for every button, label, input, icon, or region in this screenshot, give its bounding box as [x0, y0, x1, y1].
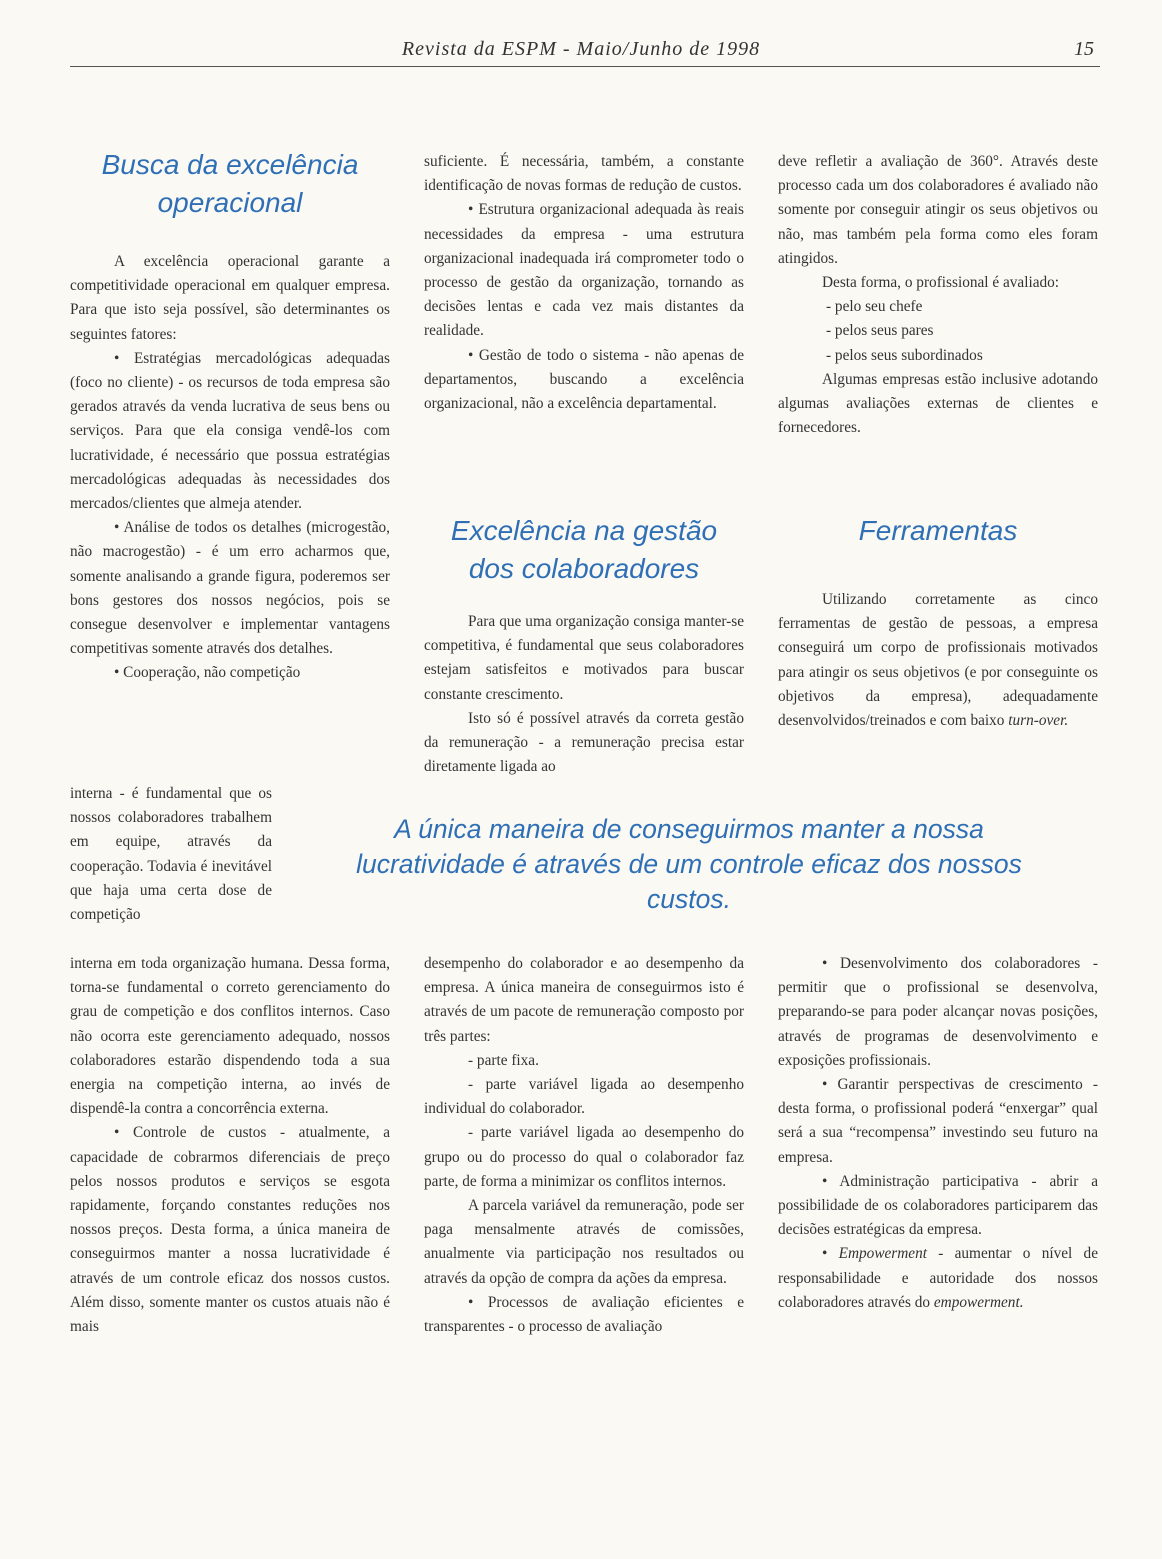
paragraph: interna em toda organização humana. Dessa forma, torna-se fundamental o correto gerenciamento do grau de competição e dos conflitos internos. Caso não ocorra este gerenciamento adequado, nossos colaboradores estarão dispendendo toda a sua energia na competição interna, ao invés de dispendê-la contra a concorrência externa. [70, 955, 390, 1118]
bullet-paragraph: • Administração participativa - abrir a possibilidade de os colaboradores participarem das decisões estratégicas da empresa. [778, 1172, 1098, 1239]
heading-line: Excelência na gestão [450, 515, 718, 546]
paragraph [778, 588, 1098, 733]
column-2-lower [424, 952, 744, 1339]
list-item: - parte variável ligada ao desempenho individual do colaborador. [424, 1076, 744, 1118]
paragraph: A parcela variável da remuneração, pode ser paga mensalmente através de comissões, anualmente via participação nos resultados ou através da opção de compra da ações da empresa. [424, 1197, 744, 1287]
list-item: - pelo seu chefe [826, 298, 923, 316]
pull-quote [318, 812, 1060, 917]
header-rule [70, 66, 1100, 67]
paragraph: Desta forma, o profissional é avaliado: [822, 274, 1060, 292]
column-3-middle [778, 588, 1098, 733]
paragraph: interna - é fundamental que os nossos colaboradores trabalhem em equipe, através da cooperação. Todavia é inevitável que haja uma certa dose de competição [70, 785, 272, 924]
column-2-middle [424, 610, 744, 779]
bullet-paragraph: • Estrutura organizacional adequada às reais necessidades da empresa - uma estrutura organizacional inadequada irá comprometer todo o processo de gestão da organização, tornando as decisões lentas e cada vez mais distantes da realidade. [424, 201, 744, 340]
paragraph: A excelência operacional garante a competitividade operacional em qualquer empresa. Para que isto seja possível, são determinantes os seguintes fatores: [70, 253, 390, 343]
column-3-lower [778, 952, 1098, 1315]
paragraph-text: - aumentar o nível de responsabilidade e autoridade dos nossos colaboradores através do [778, 1245, 1098, 1311]
paragraph: deve refletir a avaliação de 360°. Através deste processo cada um dos colaboradores é avaliado não somente por conseguir atingir os seus objetivos ou não, mas também pela forma como eles foram atingidos. [778, 153, 1098, 267]
bullet-paragraph: • Controle de custos - atualmente, a capacidade de cobrarmos diferenciais de preço pelos nossos produtos e serviços se esgota rapidamente, forçando constantes reduções nos nossos preços. Desta forma, a única maneira de conseguirmos manter a nossa lucratividade é através de um controle eficaz dos nossos custos. Além disso, somente manter os custos atuais não é mais [70, 1124, 390, 1336]
bullet-paragraph: • Processos de avaliação eficientes e transparentes - o processo de avaliação [424, 1293, 744, 1336]
term-empowerment: empowerment. [933, 1293, 1024, 1311]
section-heading-busca-excelencia [70, 146, 390, 222]
bullet-mark: • [822, 1245, 839, 1263]
term-empowerment: Empowerment [838, 1245, 927, 1263]
list-item: - pelos seus subordinados [826, 346, 983, 364]
bullet-paragraph: • Análise de todos os detalhes (microgestão, não macrogestão) - é um erro acharmos que, somente analisando a grande figura, poderemos ser bons gestores dos nossos negócios, pois se consegue desenvolver e implementar vantagens competitivas somente através dos detalhes. [70, 519, 390, 658]
list-item: - parte fixa. [468, 1051, 539, 1069]
heading-line: Busca da excelência [101, 149, 359, 180]
column-1-upper [70, 250, 390, 686]
heading-line: dos colaboradores [468, 553, 700, 584]
column-3-upper [778, 150, 1098, 440]
heading-line: operacional [157, 187, 303, 218]
column-2-upper [424, 150, 744, 416]
bullet-paragraph: • Gestão de todo o sistema - não apenas de departamentos, buscando a excelência organizacional, não a excelência departamental. [424, 346, 744, 413]
paragraph: Isto só é possível através da correta gestão da remuneração - a remuneração precisa estar diretamente ligada ao [424, 709, 744, 776]
paragraph: Algumas empresas estão inclusive adotando algumas avaliações externas de clientes e fornecedores. [778, 370, 1098, 437]
bullet-paragraph: • Estratégias mercadológicas adequadas (foco no cliente) - os recursos de toda empresa são gerados através da venda lucrativa de seus bens ou serviços. Para que ela consiga vendê-los com lucratividade, é necessário que possua estratégias mercadológicas adequadas às necessidades dos mercados/clientes que almeja atender. [70, 349, 390, 513]
term-turn-over: turn-over. [1008, 712, 1069, 730]
paragraph: suficiente. É necessária, também, a constante identificação de novas formas de redução de custos. [424, 153, 744, 195]
bullet-paragraph: • Desenvolvimento dos colaboradores - permitir que o profissional se desenvolva, preparando-se para poder alcançar novas posições, através de programas de desenvolvimento e exposições profissionais. [778, 955, 1098, 1069]
bullet-paragraph: • Garantir perspectivas de crescimento - desta forma, o profissional poderá “enxergar” qual será a sua “recompensa” investindo seu futuro na empresa. [778, 1076, 1098, 1166]
paragraph: Para que uma organização consiga manter-se competitiva, é fundamental que seus colaboradores estejam satisfeitos e motivados para buscar constante crescimento. [424, 613, 744, 703]
pull-quote-line: A única maneira de conseguirmos manter a nossa [394, 814, 984, 844]
paragraph-text: Utilizando corretamente as cinco ferramentas de gestão de pessoas, a empresa conseguirá um corpo de profissionais motivados para atingir os seus objetivos (e por conseguinte os objetivos da empresa), adequadamente desenvolvidos/treinados e com baixo [778, 591, 1098, 730]
heading-line: Ferramentas [858, 515, 1018, 546]
section-heading-gestao-colaboradores [424, 512, 744, 588]
bullet-paragraph [778, 1242, 1098, 1315]
column-1-wrap-narrow [70, 782, 272, 927]
running-header-title: Revista da ESPM - Maio/Junho de 1998 [401, 38, 761, 60]
pull-quote-line: custos. [647, 884, 731, 914]
bullet-paragraph: • Cooperação, não competição [114, 664, 301, 682]
paragraph: desempenho do colaborador e ao desempenho da empresa. A única maneira de conseguirmos isto é através de um pacote de remuneração composto por três partes: [424, 955, 744, 1045]
page-number: 15 [1074, 38, 1094, 60]
section-heading-ferramentas [778, 512, 1098, 550]
list-item: - pelos seus pares [826, 322, 934, 340]
column-1-lower [70, 952, 390, 1339]
pull-quote-line: lucratividade é através de um controle eficaz dos nossos [356, 849, 1022, 879]
list-item: - parte variável ligada ao desempenho do grupo ou do processo do qual o colaborador faz parte, de forma a minimizar os conflitos internos. [424, 1124, 744, 1190]
